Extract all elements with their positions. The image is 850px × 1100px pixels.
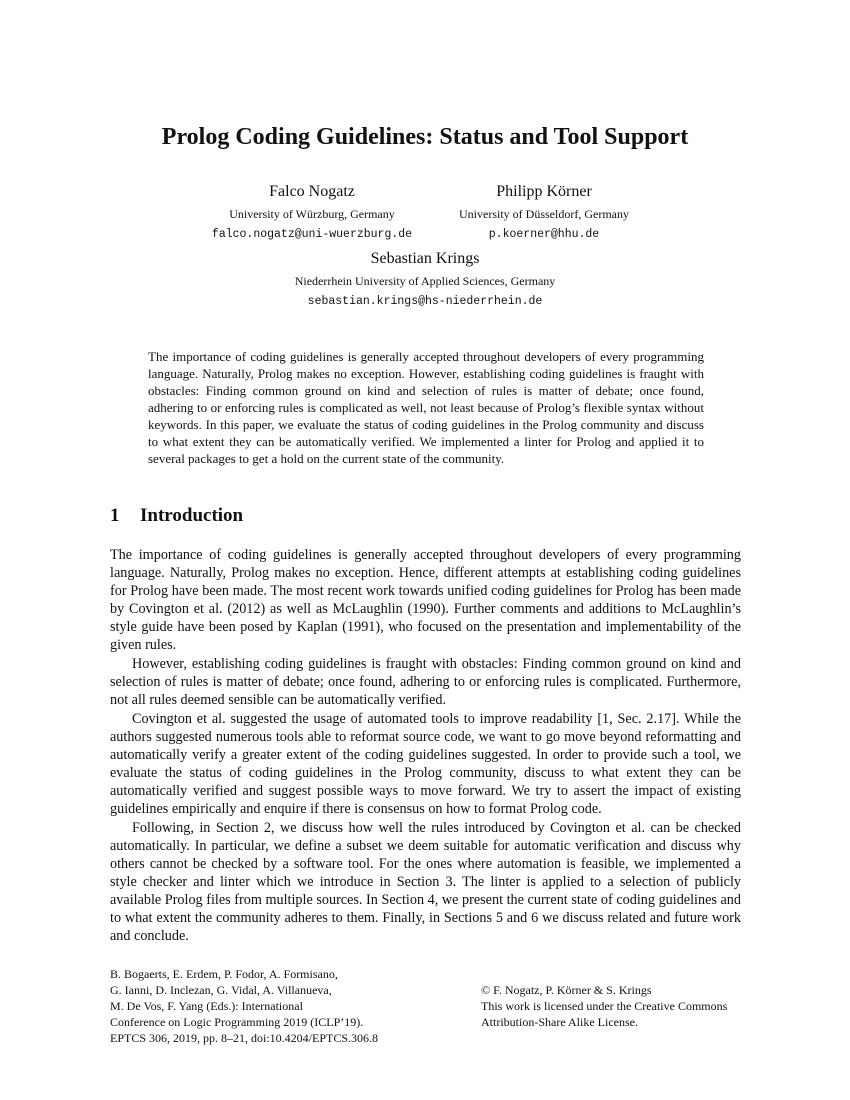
abstract: The importance of coding guidelines is generally accepted throughout developers of every programming language. Naturally, Prolog makes no exception. However, establishing coding guidelines is fraught with obstacles: Finding common ground on kind and selection of rules is matter of debate; once found, adhering to or enforcing rules is complicated as well, not least because of Prolog’s flexible syntax without keywords. In this paper, we evaluate the status of coding guidelines in the Prolog community and discuss to what extent they can be automatically verified. We implemented a linter for Prolog and applied it to several packages to get a hold on the current state of the community.: [148, 349, 704, 466]
section-heading: [110, 504, 243, 528]
author-block: [394, 182, 694, 243]
license-info: [481, 982, 751, 1030]
author-affiliation: Niederrhein University of Applied Sciences, Germany: [294, 274, 556, 288]
publication-info: [110, 966, 410, 1046]
footer-line: B. Bogaerts, E. Erdem, P. Fodor, A. Formisano,: [110, 967, 338, 981]
section-number: 1: [110, 505, 120, 526]
section-title: Introduction: [140, 505, 244, 526]
paragraph: The importance of coding guidelines is generally accepted throughout developers of every programming language. Naturally, Prolog makes no exception. Hence, different attempts at establishing coding guidelines for Prolog have been made. The most recent work towards unified coding guidelines for Prolog has been made by Covington et al. (2012) as well as McLaughlin (1990). Further comments and additions to McLaughlin’s style guide have been posed by Kaplan (1991), who focused on the presentation and implementability of the given rules.: [110, 547, 741, 653]
paper-title: Prolog Coding Guidelines: Status and Tool Support: [161, 124, 689, 150]
footer-line: G. Ianni, D. Inclezan, G. Vidal, A. Villanueva,: [110, 983, 332, 997]
footer-line: © F. Nogatz, P. Körner & S. Krings: [481, 983, 652, 997]
author-email[interactable]: sebastian.krings@hs-niederrhein.de: [307, 295, 543, 308]
paragraph: However, establishing coding guidelines is fraught with obstacles: Finding common ground on kind and selection of rules is matter of debate; once found, adhering to or enforcing rules is complicated. Furthermore, not all rules deemed sensible can be automatically verified.: [110, 656, 741, 708]
paragraph: Covington et al. suggested the usage of automated tools to improve readability [1, Sec. 2.17]. While the authors suggested numerous tools able to reformat source code, we want to go move beyond reformatting and automatically verify a greater extent of the coding guidelines suggested. In order to provide such a tool, we evaluate the status of coding guidelines in the Prolog community, discuss to what extent they can be automatically verified and suggest possible ways to move forward. We try to assert the impact of existing guidelines empirically and enquire if there is consensus on how to format Prolog code.: [110, 711, 741, 817]
author-name: Sebastian Krings: [370, 250, 480, 267]
author-name: Falco Nogatz: [269, 183, 355, 200]
footer-line: Conference on Logic Programming 2019 (ICLP’19).: [110, 1015, 364, 1029]
author-email[interactable]: p.koerner@hhu.de: [488, 228, 600, 241]
author-affiliation: University of Würzburg, Germany: [229, 207, 395, 221]
footer-line: This work is licensed under the Creative Commons: [481, 999, 728, 1013]
introduction-body: [110, 546, 741, 946]
author-affiliation: University of Düsseldorf, Germany: [459, 207, 629, 221]
footer-line: Attribution-Share Alike License.: [481, 1015, 638, 1029]
author-block: [175, 249, 675, 310]
author-email[interactable]: falco.nogatz@uni-wuerzburg.de: [211, 228, 413, 241]
footer-line: EPTCS 306, 2019, pp. 8–21, doi:10.4204/EPTCS.306.8: [110, 1031, 379, 1045]
paragraph: Following, in Section 2, we discuss how well the rules introduced by Covington et al. can be checked automatically. In particular, we define a subset we deem suitable for automatic verification and discuss why others cannot be checked by a software tool. For the ones where automation is feasible, we implemented a style checker and linter which we introduce in Section 3. The linter is applied to a selection of publicly available Prolog files from multiple sources. In Section 4, we present the current state of coding guidelines and to what extent the community adheres to them. Finally, in Sections 5 and 6 we discuss related and future work and conclude.: [110, 820, 741, 944]
footer-line: M. De Vos, F. Yang (Eds.): International: [110, 999, 303, 1013]
author-name: Philipp Körner: [496, 183, 592, 200]
